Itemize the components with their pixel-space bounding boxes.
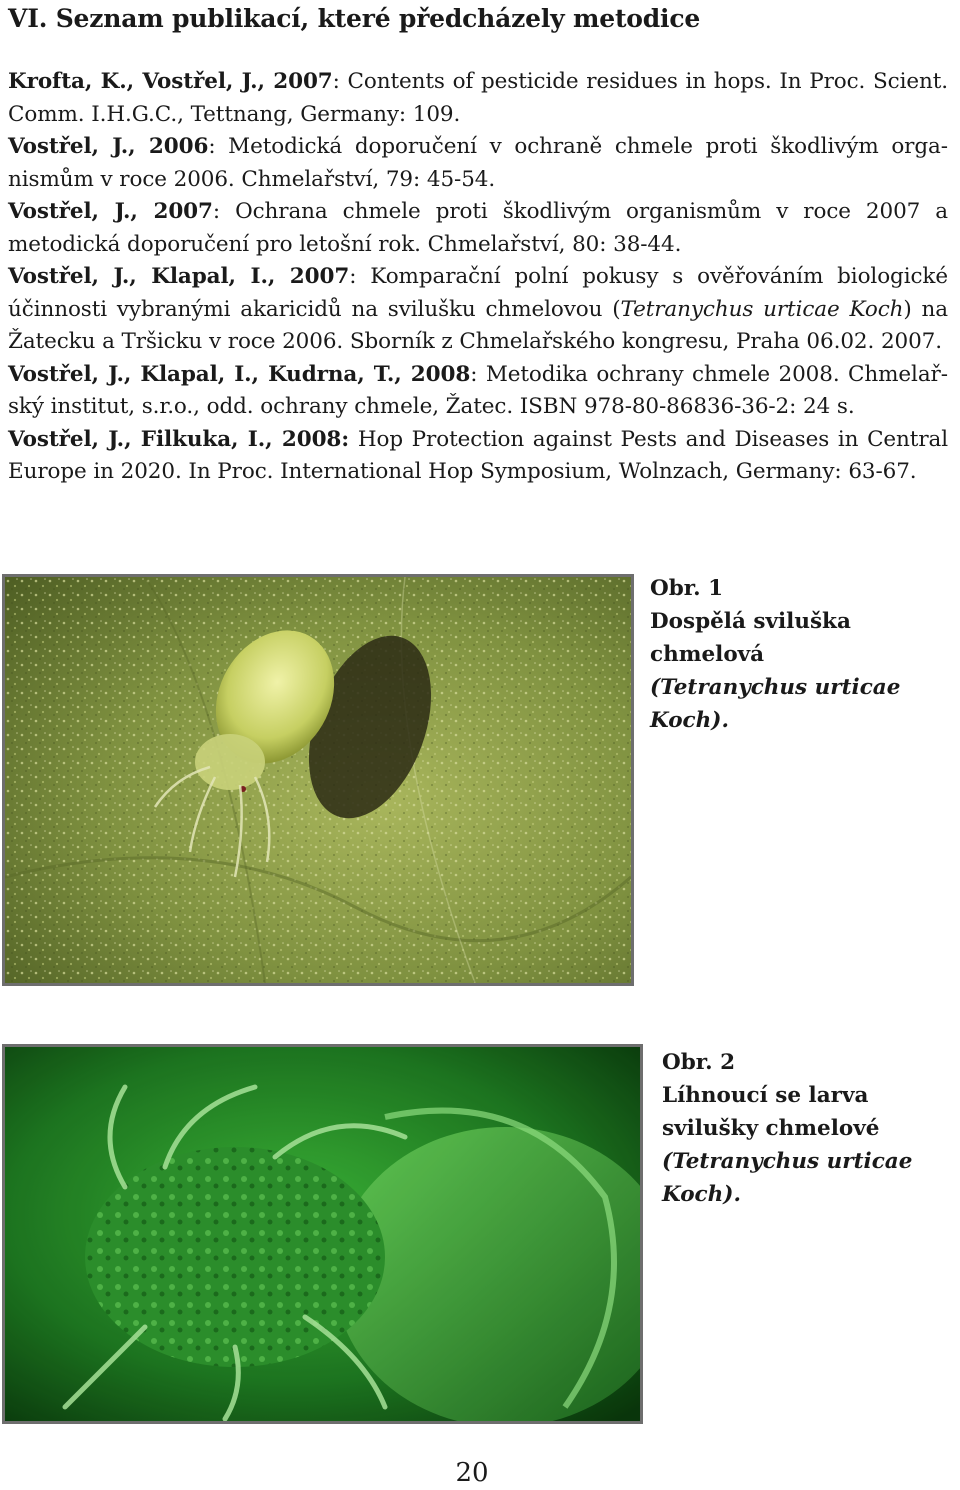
figure-2-label: Obr. 2 bbox=[662, 1050, 736, 1075]
reference-text: : Contents of pesticide residues in hops. In Proc. Scient. Comm. I.H.G.C., Tettnang, Germany: 109. bbox=[8, 69, 948, 127]
figure-1-photo bbox=[2, 574, 634, 986]
figure-1-caption-text: Dospělá sviluška chmelová bbox=[650, 609, 851, 667]
hatching-larva-image bbox=[5, 1047, 640, 1421]
reference-year: , 2007 bbox=[267, 264, 350, 289]
reference-item bbox=[8, 424, 948, 489]
reference-item bbox=[8, 196, 948, 261]
figure-2-photo bbox=[2, 1044, 643, 1424]
reference-text: : Komparační polní pokusy s ověřováním biologické účinnosti vybranými akaricidů na svilušku chmelovou ( bbox=[8, 264, 948, 322]
reference-item bbox=[8, 261, 948, 359]
figure-1-label: Obr. 1 bbox=[650, 576, 724, 601]
section-heading: VI. Seznam publikací, které předcházely metodice bbox=[8, 4, 701, 33]
reference-list bbox=[8, 66, 948, 489]
reference-species: Tetranychus urticae Koch bbox=[620, 296, 904, 322]
reference-text: : Ochrana chmele proti škodlivým organismům v roce 2007 a metodická doporučení pro letošní rok. Chmelařství, 80: 38-44. bbox=[8, 199, 948, 257]
reference-authors: Vostřel, J. bbox=[8, 134, 129, 159]
reference-authors: Vostřel, J., Klapal, I., Kudrna, T. bbox=[8, 361, 395, 387]
reference-text: Hop Protection against Pests and Diseases in Central Europe in 2020. In Proc. International Hop Symposium, Wolnzach, Germany: 63-67. bbox=[8, 426, 948, 484]
reference-authors: Vostřel, J., Filkuka, I. bbox=[8, 426, 266, 452]
figure-1-caption bbox=[650, 572, 960, 737]
figure-2-caption-text: Líhnoucí se larva svilušky chmelové (Tetranychus urticae Koch). bbox=[662, 1083, 913, 1207]
reference-authors: Vostřel, J. bbox=[8, 199, 131, 224]
figure-2-caption-species: (Tetranychus urticae Koch). bbox=[662, 1149, 913, 1207]
page-number: 20 bbox=[455, 1458, 489, 1488]
reference-authors: Krofta, K., Vostřel, J. bbox=[8, 69, 258, 94]
reference-text: ) na Žatecku a Tršicku v roce 2006. Sborník z Chmelařského kongresu, Praha 06.02. 2007. bbox=[8, 296, 948, 354]
reference-authors: Vostřel, J., Klapal, I. bbox=[8, 264, 268, 289]
reference-text: : Metodika ochrany chmele 2008. Chmelařský institut, s.r.o., odd. ochrany chmele, Žatec. ISBN 978-80-86836-36-2: 24 s. bbox=[8, 361, 948, 419]
reference-item bbox=[8, 66, 948, 131]
reference-item bbox=[8, 131, 948, 196]
figure-2-caption bbox=[662, 1046, 958, 1211]
reference-year: , 2007 bbox=[130, 199, 213, 224]
reference-text: : Metodická doporučení v ochraně chmele proti škodlivým organismům v roce 2006. Chmelařství, 79: 45-54. bbox=[8, 134, 948, 192]
figure-1-caption-species: (Tetranychus urticae Koch). bbox=[650, 675, 901, 733]
reference-year: , 2008 bbox=[394, 361, 471, 387]
mite-on-leaf-image bbox=[5, 577, 631, 983]
reference-item bbox=[8, 359, 948, 424]
reference-year: , 2008: bbox=[265, 426, 350, 452]
reference-year: , 2006 bbox=[128, 134, 209, 159]
reference-year: , 2007 bbox=[257, 69, 333, 94]
